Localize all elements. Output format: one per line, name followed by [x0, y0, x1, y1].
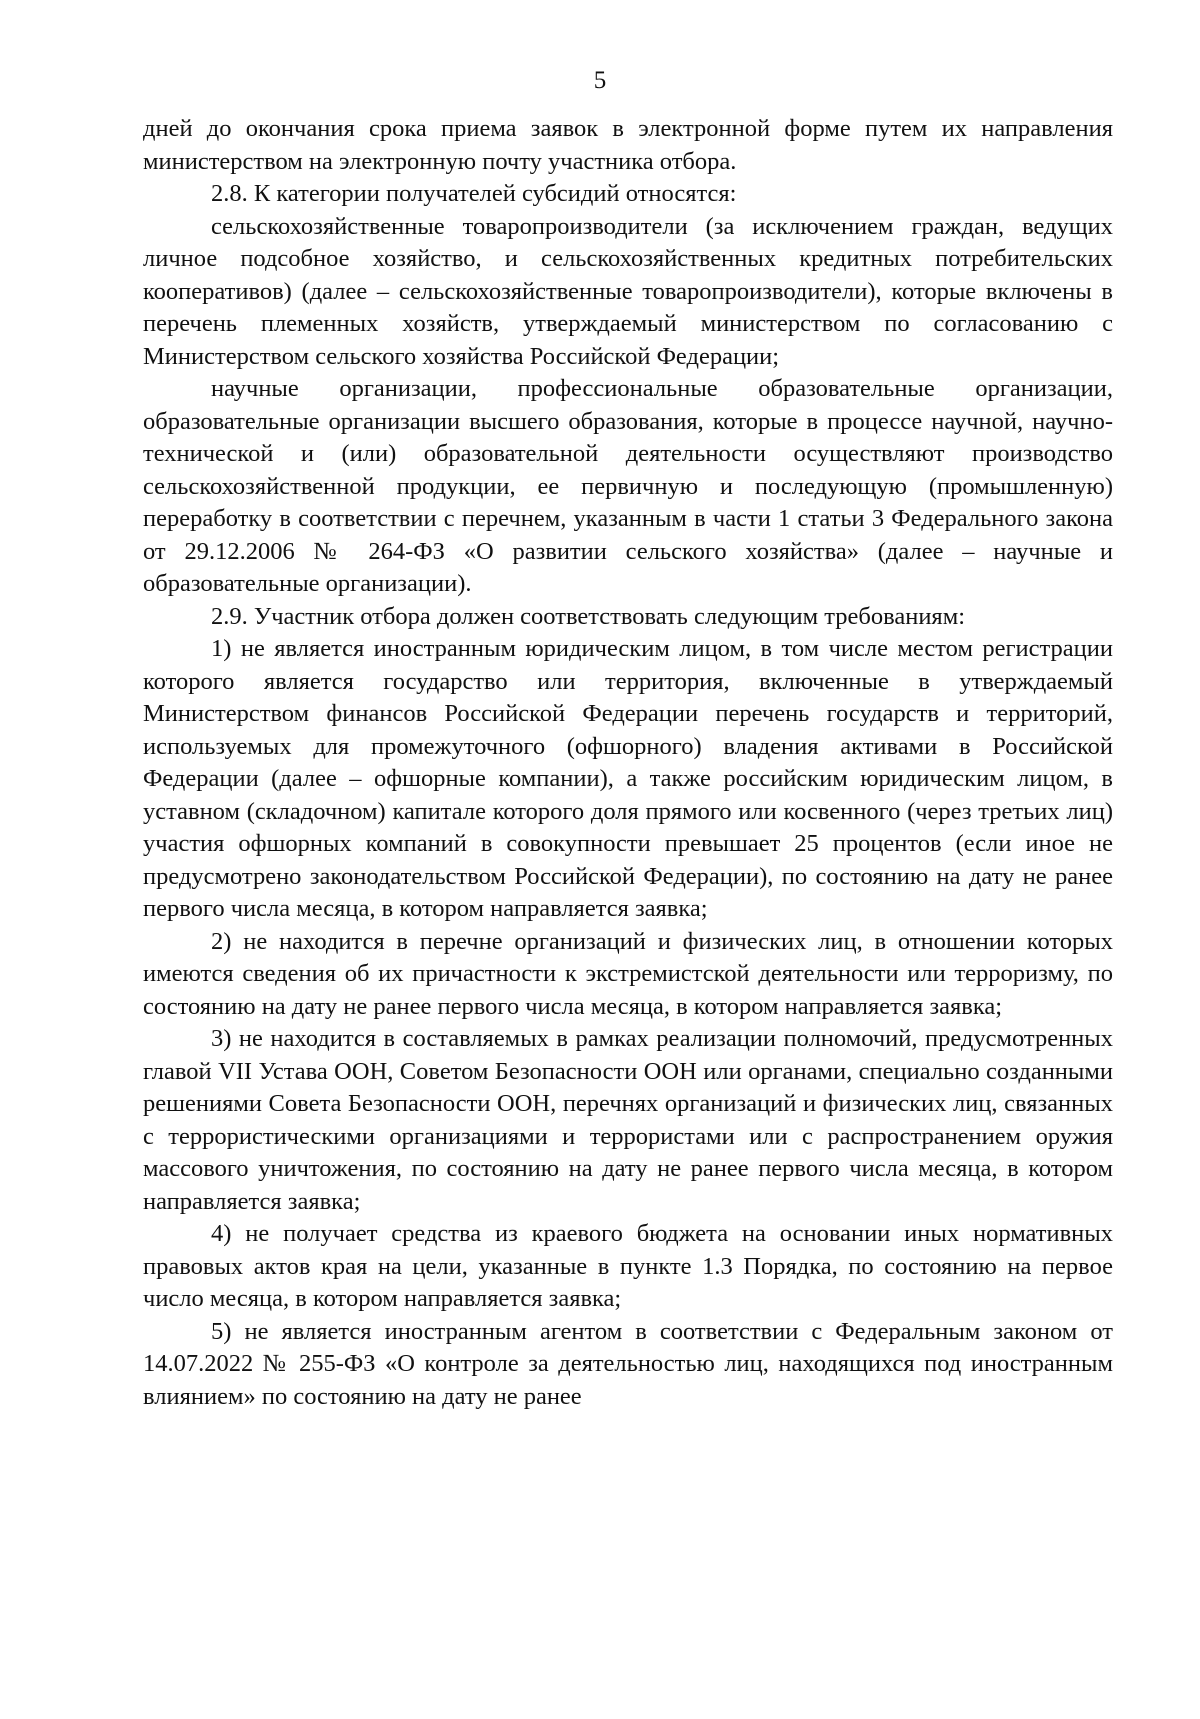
document-body [143, 113, 1113, 1413]
paragraph-requirement-4: 4) не получает средства из краевого бюджета на основании иных нормативных правовых актов края на цели, указанные в пункте 1.3 Порядка, по состоянию на первое число месяца, в котором направляется заявка; [143, 1220, 1113, 1312]
paragraph-requirement-3: 3) не находится в составляемых в рамках реализации полномочий, предусмотренных главой VII Устава ООН, Советом Безопасности ООН или органами, специально созданными решениями Совета Безопасности ООН, перечнях организаций и физических лиц, связанных с террористическими организациями и террористами или с распространением оружия массового уничтожения, по состоянию на дату не ранее первого числа месяца, в котором направляется заявка; [143, 1025, 1113, 1215]
paragraph-scientific-organizations: научные организации, профессиональные образовательные организации, образовательные организации высшего образования, которые в процессе научной, научно-технической и (или) образовательной деятельности осуществляют производство сельскохозяйственной продукции, ее первичную и последующую (промышленную) переработку в соответствии с перечнем, указанным в части 1 статьи 3 Федерального закона от 29.12.2006 № 264-ФЗ «О развитии сельского хозяйства» (далее – научные и образовательные организации). [143, 375, 1113, 597]
paragraph-requirement-2: 2) не находится в перечне организаций и физических лиц, в отношении которых имеются сведения об их причастности к экстремистской деятельности или терроризму, по состоянию на дату не ранее первого числа месяца, в котором направляется заявка; [143, 927, 1113, 1020]
paragraph-2-8-heading: 2.8. К категории получателей субсидий относятся: [211, 180, 737, 207]
paragraph-agricultural-producers: сельскохозяйственные товаропроизводители (за исключением граждан, ведущих личное подсобное хозяйство, и сельскохозяйственных кредитных потребительских кооперативов) (далее – сельскохозяйственные товаропроизводители), которые включены в перечень племенных хозяйств, утверждаемый министерством по согласованию с Министерством сельского хозяйства Российской Федерации; [143, 212, 1113, 370]
paragraph-2-9-heading: 2.9. Участник отбора должен соответствовать следующим требованиям: [211, 602, 966, 630]
paragraph-continuation: дней до окончания срока приема заявок в электронной форме путем их направления министерством на электронную почту участника отбора. [143, 115, 1113, 175]
page-number: 5 [593, 67, 607, 94]
paragraph-requirement-5: 5) не является иностранным агентом в соответствии с Федеральным законом от 14.07.2022 № 255-ФЗ «О контроле за деятельностью лиц, находящихся под иностранным влиянием» по состоянию на дату не ранее [143, 1317, 1113, 1410]
paragraph-requirement-1: 1) не является иностранным юридическим лицом, в том числе местом регистрации которого является государство или территория, включенные в утверждаемый Министерством финансов Российской Федерации перечень государств и территорий, используемых для промежуточного (офшорного) владения активами в Российской Федерации (далее – офшорные компании), а также российским юридическим лицом, в уставном (складочном) капитале которого доля прямого или косвенного (через третьих лиц) участия офшорных компаний в совокупности превышает 25 процентов (если иное не предусмотрено законодательством Российской Федерации), по состоянию на дату не ранее первого числа месяца, в котором направляется заявка; [143, 635, 1113, 922]
